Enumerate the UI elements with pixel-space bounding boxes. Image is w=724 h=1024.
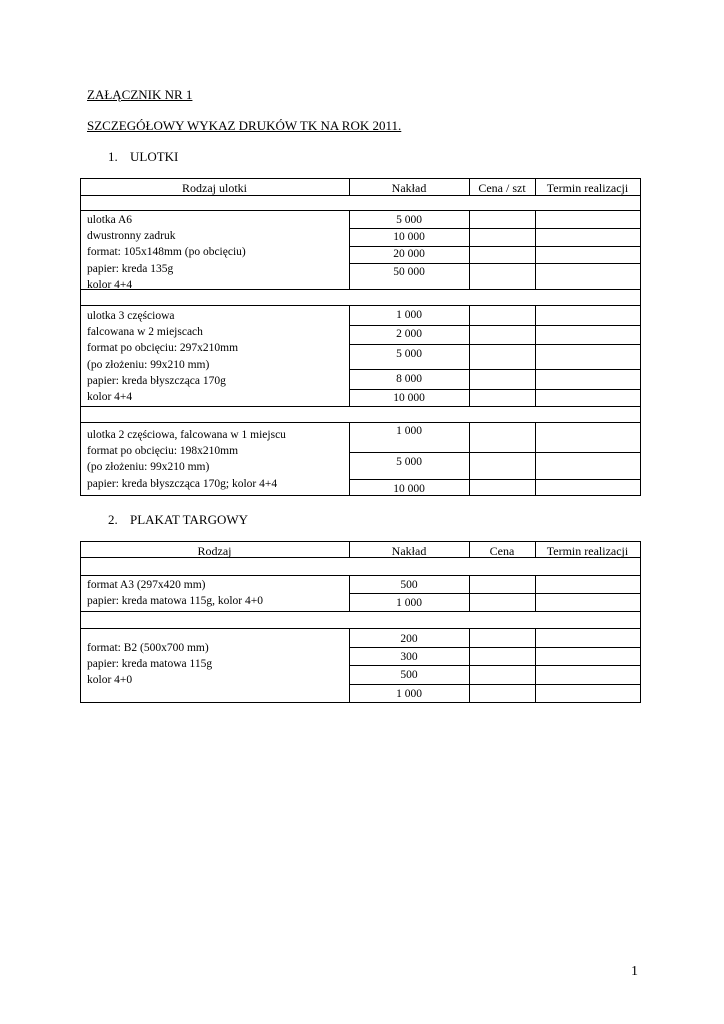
section-1-number: 1. xyxy=(108,149,118,164)
section-2-number: 2. xyxy=(108,512,118,527)
quantity-cell: 5 000 xyxy=(396,214,422,226)
quantity-cell: 1 000 xyxy=(396,425,422,437)
quantity-cell: 300 xyxy=(400,651,418,663)
section-2-heading xyxy=(108,512,248,528)
quantity-cell: 10 000 xyxy=(393,483,425,495)
description-line: papier: kreda błyszcząca 170g xyxy=(87,374,226,387)
quantity-cell: 1 000 xyxy=(396,688,422,700)
description-line: ulotka 2 częściowa, falcowana w 1 miejscu xyxy=(87,429,286,441)
quantity-cell: 500 xyxy=(400,579,418,591)
column-header: Cena / szt xyxy=(478,181,526,195)
quantity-cell: 10 000 xyxy=(393,392,425,404)
column-header: Nakład xyxy=(391,544,427,558)
description-line: ulotka A6 xyxy=(87,214,133,226)
description-line: kolor 4+0 xyxy=(87,674,133,687)
description-line: (po złożeniu: 99x210 mm) xyxy=(87,358,210,371)
section-1-title: ULOTKI xyxy=(130,149,179,164)
description-line: format: 105x148mm (po obcięciu) xyxy=(87,246,246,259)
description-line: papier: kreda błyszcząca 170g; kolor 4+4 xyxy=(87,477,278,490)
leaflets-table xyxy=(80,178,640,496)
column-header: Termin realizacji xyxy=(546,544,629,558)
description-line: format po obcięciu: 297x210mm xyxy=(87,342,239,355)
quantity-cell: 20 000 xyxy=(393,248,425,260)
section-2-title: PLAKAT TARGOWY xyxy=(130,512,249,527)
description-line: format A3 (297x420 mm) xyxy=(87,579,206,591)
annex-heading: ZAŁĄCZNIK NR 1 xyxy=(87,87,193,102)
quantity-cell: 8 000 xyxy=(396,373,422,385)
description-line: (po złożeniu: 99x210 mm) xyxy=(87,461,210,474)
column-header: Rodzaj ulotki xyxy=(182,181,247,195)
column-header: Nakład xyxy=(391,181,427,195)
quantity-cell: 2 000 xyxy=(396,328,422,340)
description-line: kolor 4+4 xyxy=(87,278,133,291)
column-header: Rodzaj xyxy=(197,544,232,558)
page-number: 1 xyxy=(631,964,638,979)
quantity-cell: 10 000 xyxy=(393,231,425,243)
quantity-cell: 5 000 xyxy=(396,348,422,360)
description-line: dwustronny zadruk xyxy=(87,230,176,243)
quantity-cell: 5 000 xyxy=(396,456,422,468)
quantity-cell: 1 000 xyxy=(396,309,422,321)
description-line: format po obcięciu: 198x210mm xyxy=(87,445,239,458)
section-1-heading xyxy=(108,149,178,165)
description-line: falcowana w 2 miejscach xyxy=(87,326,203,339)
description-line: kolor 4+4 xyxy=(87,391,133,403)
description-line: papier: kreda matowa 115g xyxy=(87,658,213,671)
description-line: papier: kreda 135g xyxy=(87,262,174,275)
description-line: format: B2 (500x700 mm) xyxy=(87,642,209,654)
quantity-cell: 1 000 xyxy=(396,597,422,609)
column-header: Termin realizacji xyxy=(546,181,629,195)
document-title: SZCZEGÓŁOWY WYKAZ DRUKÓW TK NA ROK 2011. xyxy=(87,118,402,133)
quantity-cell: 50 000 xyxy=(393,266,425,278)
column-header: Cena xyxy=(489,544,515,558)
quantity-cell: 200 xyxy=(400,633,418,645)
description-line: papier: kreda matowa 115g, kolor 4+0 xyxy=(87,595,263,608)
description-line: ulotka 3 częściowa xyxy=(87,310,175,322)
quantity-cell: 500 xyxy=(400,669,418,681)
poster-table xyxy=(80,541,640,703)
